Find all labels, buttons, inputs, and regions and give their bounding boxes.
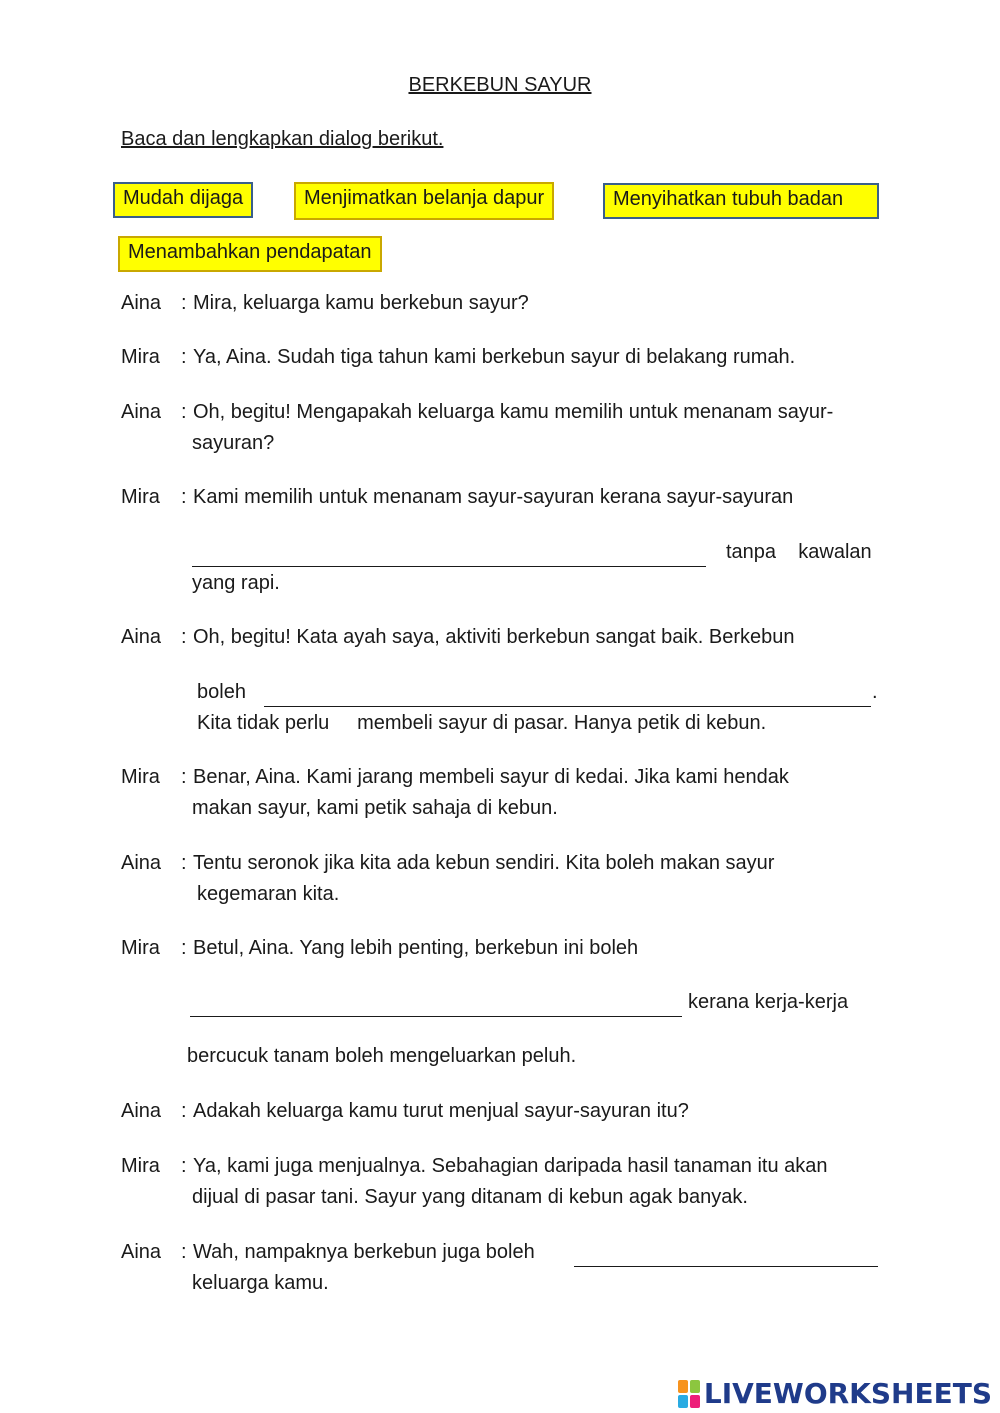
dialog-text: Kita tidak perlu membeli sayur di pasar. Hanya petik di kebun. <box>197 712 767 734</box>
dialog-text: keluarga kamu. <box>192 1272 329 1294</box>
dialog-text: tanpa kawalan <box>726 541 872 563</box>
dialog-text: Betul, Aina. Yang lebih penting, berkebun ini boleh <box>193 937 639 959</box>
colon: : <box>181 1100 187 1122</box>
speaker-mira: Mira <box>121 766 160 788</box>
dialog-text: boleh <box>197 681 246 703</box>
colon: : <box>181 1241 187 1263</box>
speaker-mira: Mira <box>121 1155 160 1177</box>
dialog-text: Adakah keluarga kamu turut menjual sayur-sayuran itu? <box>193 1100 689 1122</box>
dialog-text: Ya, Aina. Sudah tiga tahun kami berkebun sayur di belakang rumah. <box>193 346 796 368</box>
dialog-text: sayuran? <box>192 432 275 454</box>
speaker-aina: Aina <box>121 1100 162 1122</box>
dialog-text: Mira, keluarga kamu berkebun sayur? <box>193 292 529 314</box>
answer-blank-3[interactable] <box>190 996 682 1017</box>
dialog-text: kegemaran kita. <box>197 883 340 905</box>
page-title: BERKEBUN SAYUR <box>408 74 592 96</box>
colon: : <box>181 766 187 788</box>
instruction: Baca dan lengkapkan dialog berikut. <box>121 128 444 150</box>
speaker-aina: Aina <box>121 401 162 423</box>
logo-square-icon <box>678 1380 688 1393</box>
colon: : <box>181 1155 187 1177</box>
colon: : <box>181 401 187 423</box>
colon: : <box>181 626 187 648</box>
speaker-aina: Aina <box>121 626 162 648</box>
dialog-text: . <box>872 681 878 703</box>
speaker-aina: Aina <box>121 852 162 874</box>
logo-text: LIVEWORKSHEETS <box>703 1377 992 1410</box>
speaker-mira: Mira <box>121 346 160 368</box>
colon: : <box>181 486 187 508</box>
word-bank-item-menambahkan[interactable]: Menambahkan pendapatan <box>118 236 382 272</box>
dialog-text: makan sayur, kami petik sahaja di kebun. <box>192 797 558 819</box>
colon: : <box>181 346 187 368</box>
answer-blank-2[interactable] <box>264 686 871 707</box>
dialog-text: bercucuk tanam boleh mengeluarkan peluh. <box>187 1045 577 1067</box>
dialog-text: Kami memilih untuk menanam sayur-sayuran kerana sayur-sayuran <box>193 486 794 508</box>
word-bank-item-menjimatkan[interactable]: Menjimatkan belanja dapur <box>294 182 554 220</box>
speaker-mira: Mira <box>121 937 160 959</box>
dialog-text: dijual di pasar tani. Sayur yang ditanam di kebun agak banyak. <box>192 1186 748 1208</box>
dialog-text: kerana kerja-kerja <box>688 991 849 1013</box>
logo-mark-icon <box>678 1380 700 1408</box>
word-bank-item-menyihatkan[interactable]: Menyihatkan tubuh badan <box>603 183 879 219</box>
speaker-mira: Mira <box>121 486 160 508</box>
dialog-text: Wah, nampaknya berkebun juga boleh <box>193 1241 535 1263</box>
answer-blank-4[interactable] <box>574 1246 878 1267</box>
colon: : <box>181 937 187 959</box>
logo-square-icon <box>678 1395 688 1408</box>
dialog-text: Benar, Aina. Kami jarang membeli sayur di kedai. Jika kami hendak <box>193 766 789 788</box>
logo-square-icon <box>690 1380 700 1393</box>
logo-square-icon <box>690 1395 700 1408</box>
dialog-text: Ya, kami juga menjualnya. Sebahagian daripada hasil tanaman itu akan <box>193 1155 828 1177</box>
dialog-text: Tentu seronok jika kita ada kebun sendiri. Kita boleh makan sayur <box>193 852 775 874</box>
dialog-text: Oh, begitu! Kata ayah saya, aktiviti berkebun sangat baik. Berkebun <box>193 626 795 648</box>
dialog-text: Oh, begitu! Mengapakah keluarga kamu memilih untuk menanam sayur- <box>193 401 834 423</box>
colon: : <box>181 292 187 314</box>
speaker-aina: Aina <box>121 292 162 314</box>
speaker-aina: Aina <box>121 1241 162 1263</box>
liveworksheets-logo <box>678 1377 992 1410</box>
answer-blank-1[interactable] <box>192 546 706 567</box>
dialog-text: yang rapi. <box>192 572 280 594</box>
word-bank-item-mudah-dijaga[interactable]: Mudah dijaga <box>113 182 253 218</box>
colon: : <box>181 852 187 874</box>
